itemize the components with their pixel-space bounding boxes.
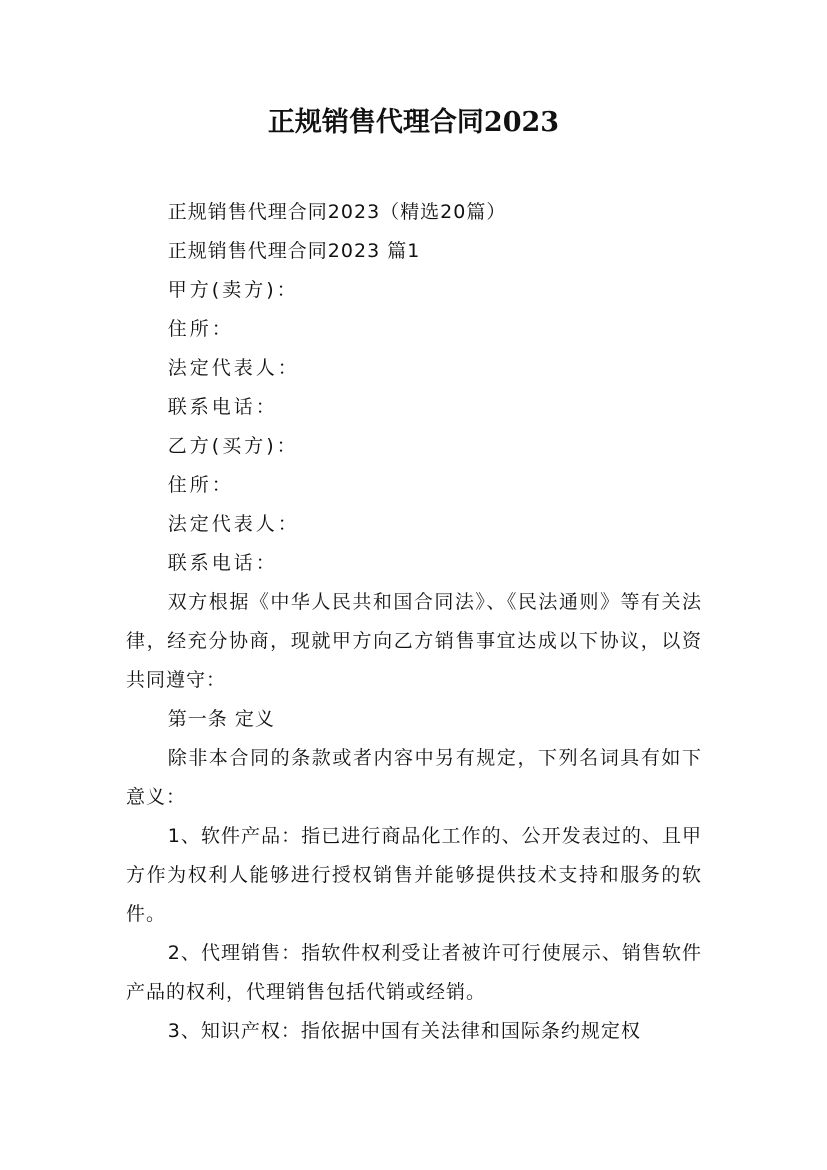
- paragraph-party-a-representative: 法定代表人：: [167, 357, 300, 379]
- paragraph-definition-agency-sales: 2、代理销售：指软件权利受让者被许可行使展示、销售软件产品的权利，代理销售包括代销或经销。: [126, 942, 702, 1003]
- paragraph-party-a-address: 住所：: [167, 318, 234, 340]
- paragraph-party-b-phone: 联系电话：: [167, 552, 278, 574]
- paragraph-party-b-address: 住所：: [167, 474, 234, 496]
- paragraph-party-b: 乙方(买方)：: [167, 435, 299, 457]
- paragraph-definition-software: 1、软件产品：指已进行商品化工作的、公开发表过的、且甲方作为权利人能够进行授权销售并能够提供技术支持和服务的软件。: [126, 825, 702, 925]
- paragraph-subtitle: 正规销售代理合同2023（精选20篇）: [167, 201, 507, 223]
- document-body: [126, 193, 702, 1051]
- paragraph-article-one-heading: 第一条 定义: [167, 708, 275, 730]
- paragraph-party-a-phone: 联系电话：: [167, 396, 278, 418]
- paragraph-party-a: 甲方(卖方)：: [167, 279, 299, 301]
- paragraph-agreement-intro: 双方根据《中华人民共和国合同法》、《民法通则》等有关法律，经充分协商，现就甲方向乙方销售事宜达成以下协议，以资共同遵守：: [126, 591, 702, 691]
- paragraph-definitions-intro: 除非本合同的条款或者内容中另有规定，下列名词具有如下意义：: [126, 747, 702, 808]
- paragraph-section-heading: 正规销售代理合同2023 篇1: [167, 240, 421, 262]
- document-title: 正规销售代理合同2023: [267, 107, 560, 138]
- paragraph-party-b-representative: 法定代表人：: [167, 513, 300, 535]
- paragraph-definition-ip: 3、知识产权：指依据中国有关法律和国际条约规定权: [167, 1020, 641, 1042]
